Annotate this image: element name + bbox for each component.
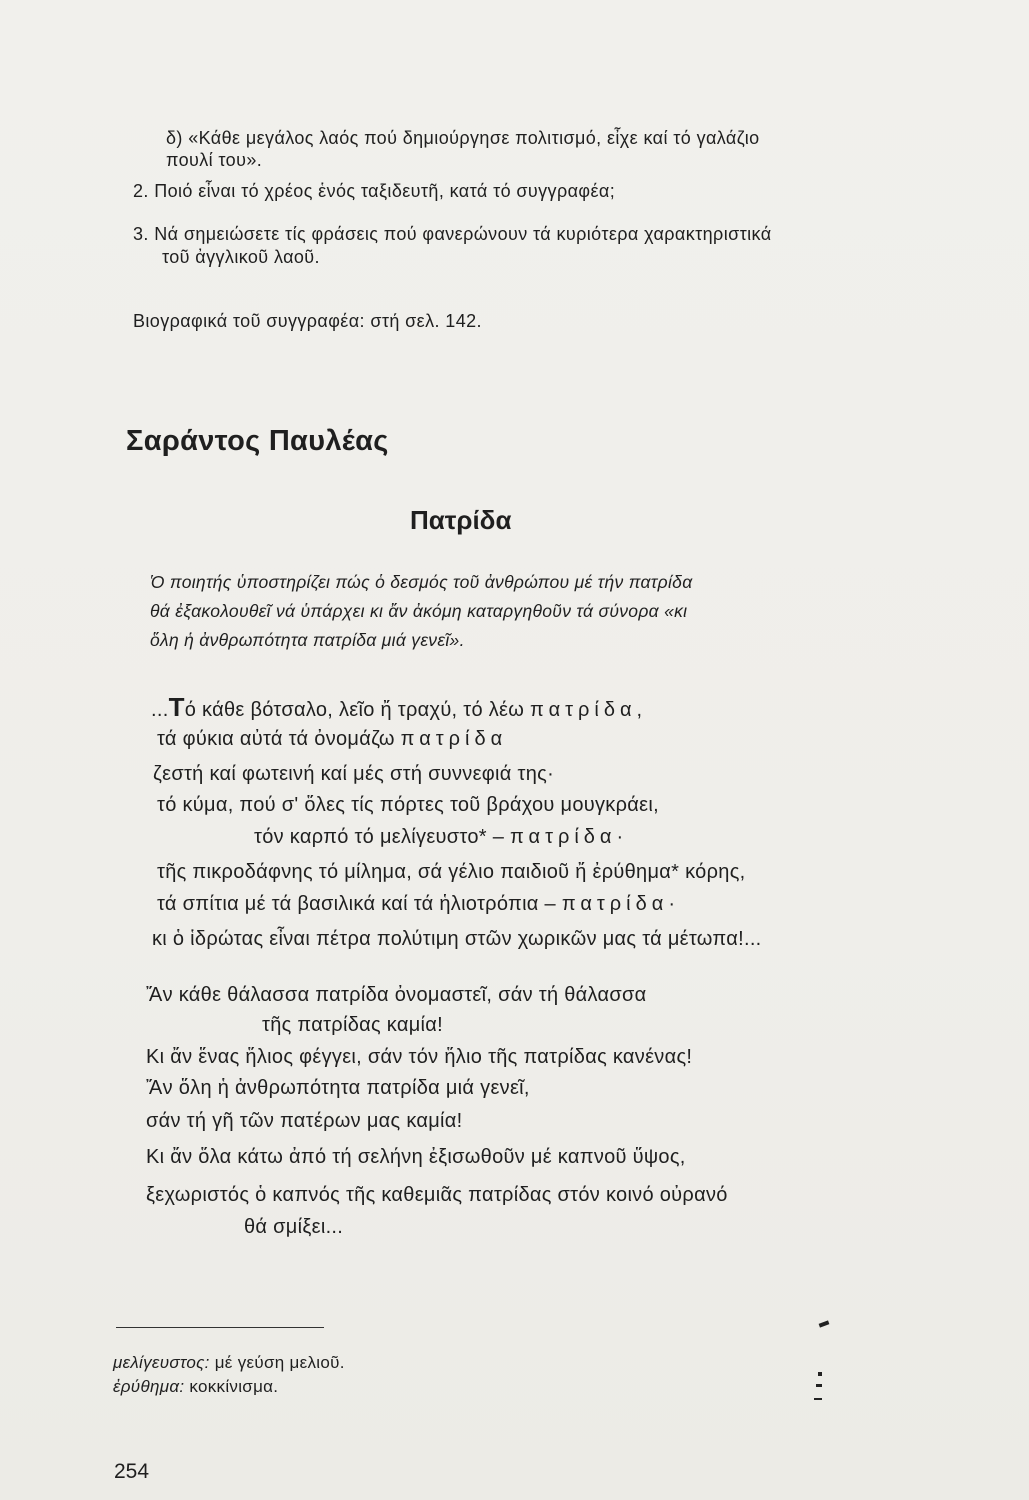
question-3-line1: 3. Νά σημειώσετε τίς φράσεις πού φανερώνουν τά κυριότερα χαρακτηριστικά	[133, 224, 772, 244]
poem-title: Πατρίδα	[410, 505, 512, 535]
poem-line-4: τό κύμα, πού σ' ὅλες τίς πόρτες τοῦ βράχου μουγκράει,	[157, 794, 659, 816]
ink-mark	[814, 1398, 822, 1400]
poem-stanza2-line-3: Κι ἄν ἕνας ἥλιος φέγγει, σάν τόν ἥλιο τῆς πατρίδας κανένας!	[146, 1046, 693, 1068]
poem-ellipsis: ...	[151, 699, 169, 721]
footnote-1	[113, 1353, 345, 1373]
ink-mark	[818, 1372, 822, 1376]
question-d-line2: πουλί του».	[166, 150, 263, 170]
footnote-1-definition: μέ γεύση μελιοῦ.	[209, 1353, 345, 1372]
author-name: Σαράντος Παυλέας	[126, 425, 389, 457]
poem-line-1	[151, 692, 642, 723]
poem-stanza2-line-6: Κι ἄν ὅλα κάτω ἀπό τή σελήνη ἐξισωθοῦν μέ καπνοῦ ὕψος,	[146, 1146, 686, 1168]
ink-mark	[819, 1320, 830, 1327]
poem-line-2-text: τά φύκια αὐτά τά ὀνομάζω	[157, 728, 395, 750]
footnote-rule	[116, 1327, 324, 1328]
poem-line-7-word: πατρίδα	[561, 893, 669, 915]
biography-note: Βιογραφικά τοῦ συγγραφέα: στή σελ. 142.	[133, 311, 482, 331]
poem-line-7-end: ·	[668, 893, 676, 915]
intro-line-1: Ὁ ποιητής ὑποστηρίζει πώς ὁ δεσμός τοῦ ἀνθρώπου μέ τήν πατρίδα	[150, 572, 693, 592]
poem-line-1-text: ό κάθε βότσαλο, λεῖο ἤ τραχύ, τό λέω	[184, 699, 525, 721]
question-3-line2: τοῦ ἀγγλικοῦ λαοῦ.	[162, 247, 320, 267]
poem-stanza2-line-5: σάν τή γῆ τῶν πατέρων μας καμία!	[146, 1110, 463, 1132]
drop-cap: Τ	[168, 692, 185, 722]
footnote-2	[113, 1377, 278, 1397]
poem-stanza2-line-4: Ἄν ὅλη ἡ ἀνθρωπότητα πατρίδα μιά γενεῖ,	[146, 1077, 530, 1099]
poem-line-2-word: πατρίδα	[400, 728, 508, 750]
ink-mark	[816, 1384, 822, 1387]
question-d-line1: δ) «Κάθε μεγάλος λαός πού δημιούργησε πολιτισμό, εἶχε καί τό γαλάζιο	[166, 128, 760, 148]
poem-line-1-end: ,	[636, 699, 643, 721]
intro-line-2: θά ἐξακολουθεῖ νά ὑπάρχει κι ἄν ἀκόμη καταργηθοῦν τά σύνορα «κι	[150, 601, 688, 621]
question-2: 2. Ποιό εἶναι τό χρέος ἑνός ταξιδευτῆ, κατά τό συγγραφέα;	[133, 181, 616, 201]
footnote-2-definition: κοκκίνισμα.	[184, 1377, 279, 1396]
poem-stanza2-line-2: τῆς πατρίδας καμία!	[262, 1014, 444, 1036]
poem-line-7	[157, 893, 675, 916]
poem-stanza2-line-7: ξεχωριστός ὁ καπνός τῆς καθεμιᾶς πατρίδας στόν κοινό οὐρανό	[146, 1184, 728, 1206]
page-number: 254	[114, 1460, 150, 1483]
poem-line-5-text: τόν καρπό τό μελίγευστο* –	[254, 826, 505, 848]
poem-line-8: κι ὁ ἱδρώτας εἶναι πέτρα πολύτιμη στῶν χωρικῶν μας τά μέτωπα!...	[152, 928, 762, 950]
poem-line-5-end: ·	[616, 826, 624, 848]
poem-line-7-text: τά σπίτια μέ τά βασιλικά καί τά ἡλιοτρόπια –	[157, 893, 556, 915]
poem-line-3: ζεστή καί φωτεινή καί μές στή συννεφιά της·	[153, 763, 555, 785]
poem-line-1-word: πατρίδα	[530, 699, 637, 721]
poem-stanza2-line-8: θά σμίξει...	[244, 1216, 344, 1238]
intro-line-3: ὅλη ἡ ἀνθρωπότητα πατρίδα μιά γενεῖ».	[150, 630, 465, 650]
poem-line-5	[254, 826, 623, 849]
poem-line-6: τῆς πικροδάφνης τό μίλημα, σά γέλιο παιδιοῦ ἤ ἐρύθημα* κόρης,	[157, 861, 746, 883]
footnote-2-term: ἐρύθημα:	[113, 1377, 185, 1396]
poem-line-5-word: πατρίδα	[510, 826, 617, 848]
footnote-1-term: μελίγευστος:	[113, 1353, 210, 1372]
poem-stanza2-line-1: Ἄν κάθε θάλασσα πατρίδα ὀνομαστεῖ, σάν τή θάλασσα	[146, 984, 647, 1006]
poem-line-2	[157, 728, 507, 751]
